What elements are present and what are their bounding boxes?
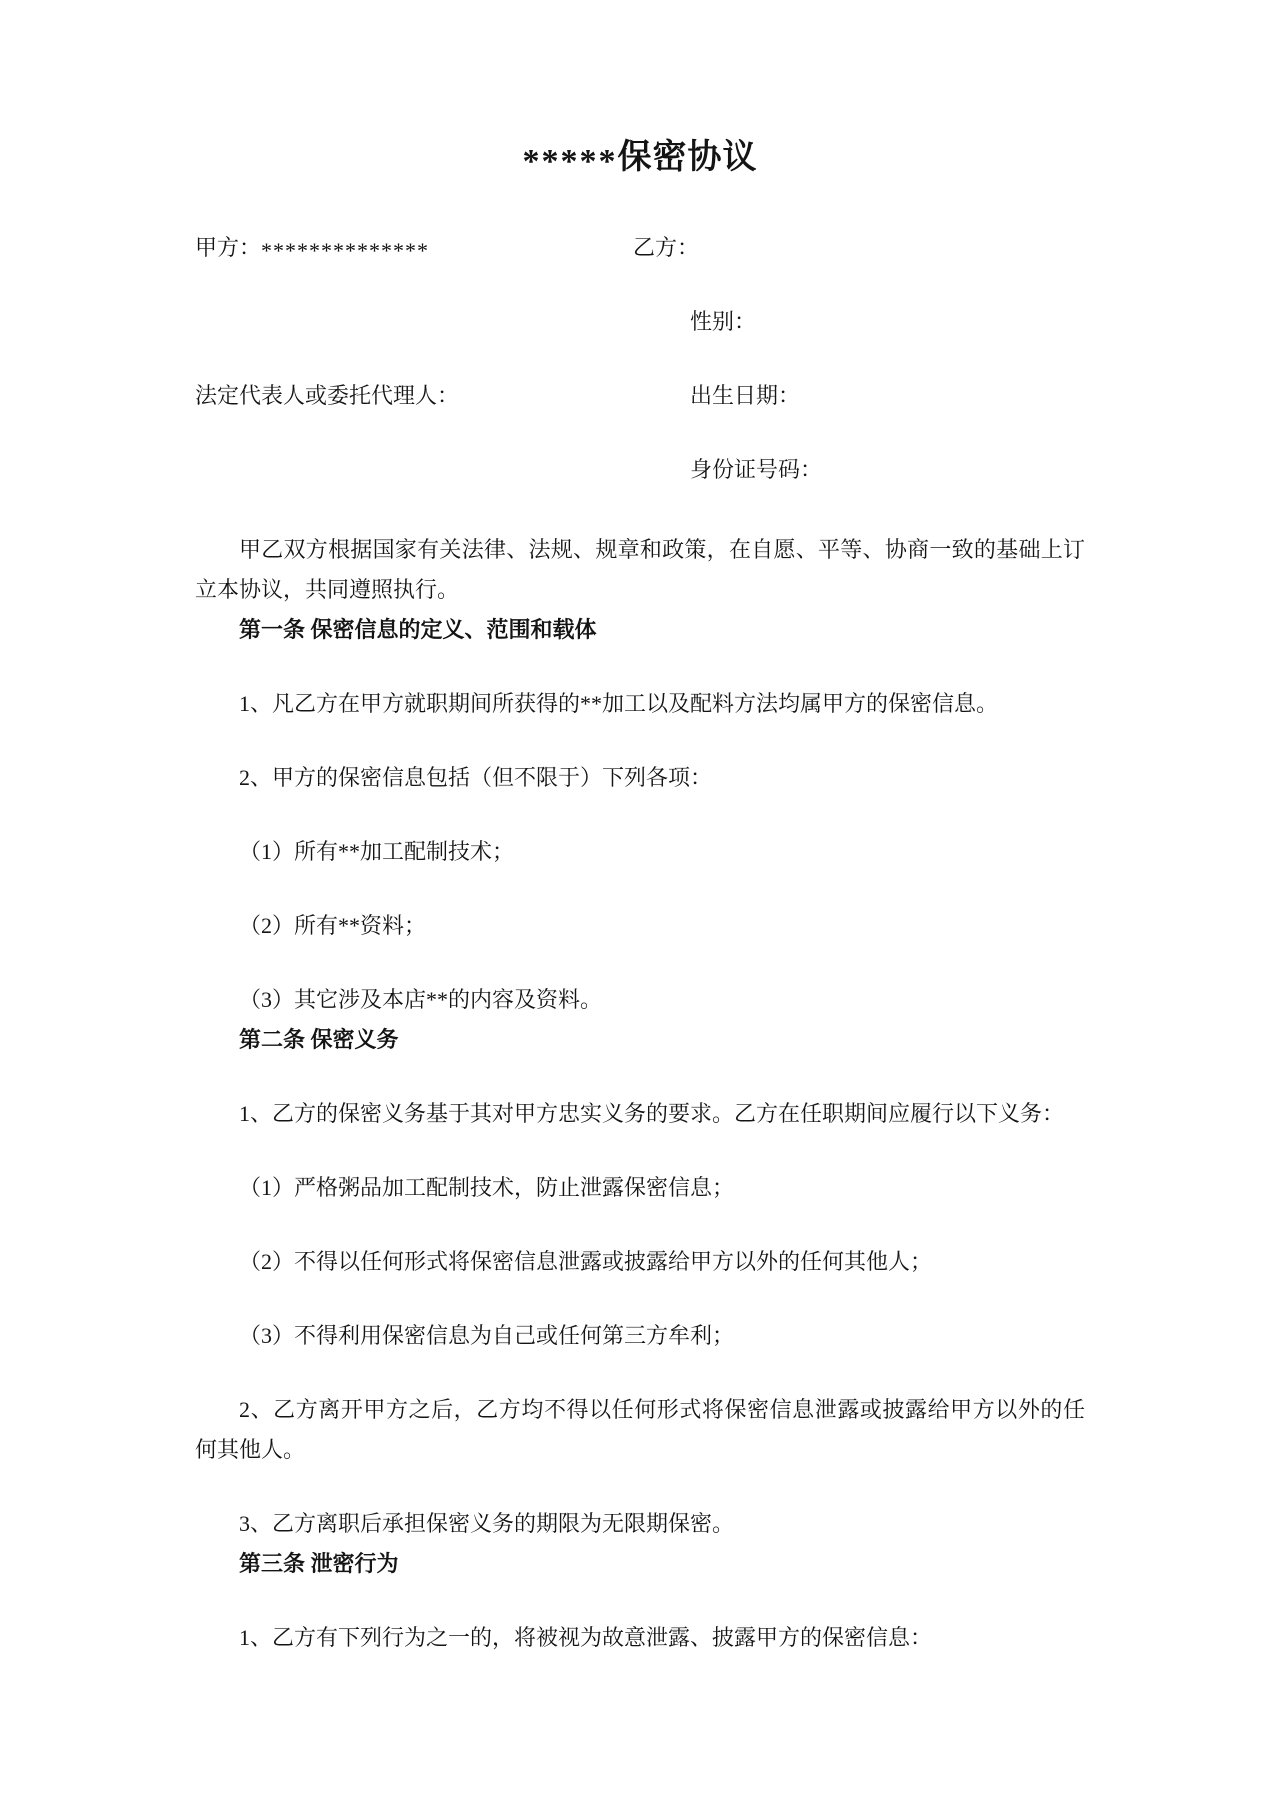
article-3-clause-1: 1、乙方有下列行为之一的，将被视为故意泄露、披露甲方的保密信息： <box>239 1625 933 1650</box>
article-2-clause-2: 2、乙方离开甲方之后，乙方均不得以任何形式将保密信息泄露或披露给甲方以外的任何其他人。 <box>195 1397 1085 1462</box>
article-2-clause-1-item-2: （2）不得以任何形式将保密信息泄露或披露给甲方以外的任何其他人； <box>239 1249 933 1274</box>
party-a-value: ************** <box>261 238 430 263</box>
party-row-1 <box>195 228 1085 268</box>
article-1-clause-1: 1、凡乙方在甲方就职期间所获得的**加工以及配料方法均属甲方的保密信息。 <box>239 691 999 716</box>
article-2-clause-3: 3、乙方离职后承担保密义务的期限为无限期保密。 <box>239 1511 735 1536</box>
article-1-heading: 第一条 保密信息的定义、范围和载体 <box>239 617 597 642</box>
article-1-clause-2-item-2: （2）所有**资料； <box>239 913 427 938</box>
article-1-clause-2-item-3: （3）其它涉及本店**的内容及资料。 <box>239 987 603 1012</box>
birth-date-label: 出生日期： <box>690 383 801 408</box>
party-row-4 <box>195 450 1085 490</box>
party-b-label: 乙方： <box>633 235 700 260</box>
article-2-clause-1-item-1: （1）严格粥品加工配制技术，防止泄露保密信息； <box>239 1175 735 1200</box>
title-asterisks-prefix: ***** <box>522 143 618 181</box>
article-2-clause-1: 1、乙方的保密义务基于其对甲方忠实义务的要求。乙方在任职期间应履行以下义务： <box>239 1101 1065 1126</box>
gender-field-label: 性别： <box>690 309 757 334</box>
party-row-3 <box>195 376 1085 416</box>
document-title <box>195 136 1085 180</box>
article-3-heading: 第三条 泄密行为 <box>239 1551 399 1576</box>
legal-representative-label: 法定代表人或委托代理人： <box>195 383 460 408</box>
party-row-2 <box>195 302 1085 342</box>
article-2-clause-1-item-3: （3）不得利用保密信息为自己或任何第三方牟利； <box>239 1323 735 1348</box>
title-text: 保密协议 <box>617 139 758 176</box>
party-a-label: 甲方： <box>195 235 262 260</box>
article-1-clause-2-item-1: （1）所有**加工配制技术； <box>239 839 515 864</box>
article-1-clause-2: 2、甲方的保密信息包括（但不限于）下列各项： <box>239 765 713 790</box>
intro-paragraph: 甲乙双方根据国家有关法律、法规、规章和政策，在自愿、平等、协商一致的基础上订立本协议，共同遵照执行。 <box>195 537 1085 602</box>
article-2-heading: 第二条 保密义务 <box>239 1027 399 1052</box>
id-number-label: 身份证号码： <box>690 457 823 482</box>
